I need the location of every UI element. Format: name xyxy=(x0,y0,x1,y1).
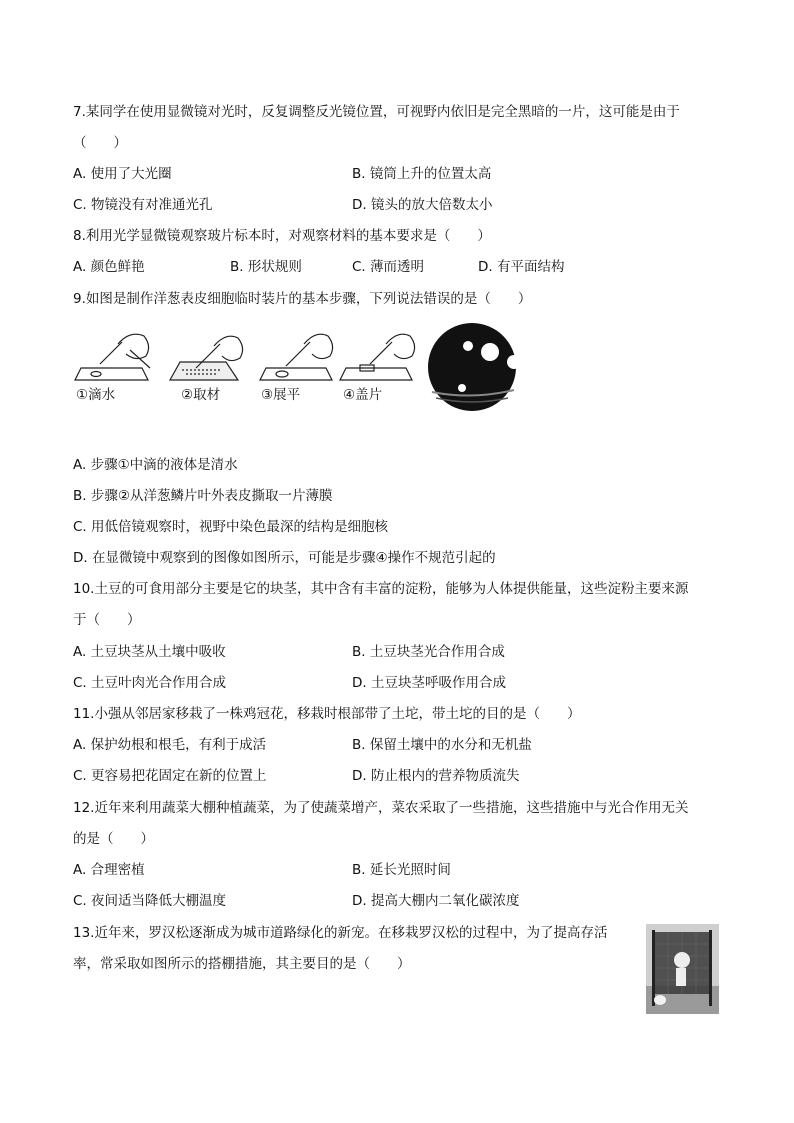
q11-option-c: C. 更容易把花固定在新的位置上 xyxy=(73,768,267,784)
q7-option-a: A. 使用了大光圈 xyxy=(73,166,172,182)
q8-option-c: C. 薄而透明 xyxy=(352,259,425,275)
q11-option-d: D. 防止根内的营养物质流失 xyxy=(352,768,520,784)
q8-option-a: A. 颜色鲜艳 xyxy=(73,259,145,275)
q7-option-d: D. 镜头的放大倍数太小 xyxy=(352,197,493,213)
q11-option-a: A. 保护幼根和根毛，有利于成活 xyxy=(73,737,267,753)
q10-option-d: D. 土豆块茎呼吸作用合成 xyxy=(352,675,506,691)
q8-stem: 8.利用光学显微镜观察玻片标本时，对观察材料的基本要求是（ ） xyxy=(73,228,491,244)
q10-stem-line2: 于（ ） xyxy=(73,612,141,628)
q13-stem-line2: 率，常采取如图所示的搭棚措施，其主要目的是（ ） xyxy=(73,956,411,972)
step2-taking-material-drawing xyxy=(170,336,243,380)
q12-option-a: A. 合理密植 xyxy=(73,862,145,878)
step1-dropping-water-drawing xyxy=(75,334,150,380)
q9-stem: 9.如图是制作洋葱表皮细胞临时装片的基本步骤，下列说法错误的是（ ） xyxy=(73,291,532,307)
q11-option-b: B. 保留土壤中的水分和无机盐 xyxy=(352,737,532,753)
q9-step-label-4: ④盖片 xyxy=(343,387,383,403)
q7-blank: （ ） xyxy=(73,135,127,151)
q9-step-label-1: ①滴水 xyxy=(76,387,116,403)
q7-option-c: C. 物镜没有对准通光孔 xyxy=(73,197,213,213)
step3-spreading-drawing xyxy=(260,334,333,380)
q7-option-b: B. 镜筒上升的位置太高 xyxy=(352,166,492,182)
q7-stem: 7.某同学在使用显微镜对光时，反复调整反光镜位置，可视野内依旧是完全黑暗的一片，这可能是由于 xyxy=(73,104,680,120)
q12-option-d: D. 提高大棚内二氧化碳浓度 xyxy=(352,893,520,909)
tree-shade-photo xyxy=(646,924,719,1014)
step4-covering-drawing xyxy=(340,334,415,380)
q9-option-c: C. 用低倍镜观察时，视野中染色最深的结构是细胞核 xyxy=(73,519,389,535)
q12-option-c: C. 夜间适当降低大棚温度 xyxy=(73,893,227,909)
q10-option-a: A. 土豆块茎从土壤中吸收 xyxy=(73,644,226,660)
q12-option-b: B. 延长光照时间 xyxy=(352,862,451,878)
q10-option-b: B. 土豆块茎光合作用合成 xyxy=(352,644,505,660)
q9-option-d: D. 在显微镜中观察到的图像如图所示，可能是步骤④操作不规范引起的 xyxy=(73,550,496,566)
q8-option-d: D. 有平面结构 xyxy=(478,259,565,275)
q13-stem-line1: 13.近年来，罗汉松逐渐成为城市道路绿化的新宠。在移栽罗汉松的过程中，为了提高存活 xyxy=(73,925,608,941)
q12-stem-line2: 的是（ ） xyxy=(73,831,154,847)
q11-stem: 11.小强从邻居家移栽了一株鸡冠花，移栽时根部带了土坨，带土坨的目的是（ ） xyxy=(73,706,581,722)
q9-step-label-2: ②取材 xyxy=(181,387,221,403)
q8-option-b: B. 形状规则 xyxy=(230,259,302,275)
q9-option-a: A. 步骤①中滴的液体是清水 xyxy=(73,457,238,473)
q12-stem-line1: 12.近年来利用蔬菜大棚种植蔬菜，为了使蔬菜增产，菜农采取了一些措施，这些措施中与光合作用无关 xyxy=(73,800,689,816)
q10-stem-line1: 10.土豆的可食用部分主要是它的块茎，其中含有丰富的淀粉，能够为人体提供能量，这些淀粉主要来源 xyxy=(73,581,689,597)
microscope-view-image xyxy=(428,323,521,411)
q9-step-label-3: ③展平 xyxy=(261,387,301,403)
q10-option-c: C. 土豆叶肉光合作用合成 xyxy=(73,675,227,691)
q9-option-b: B. 步骤②从洋葱鳞片叶外表皮撕取一片薄膜 xyxy=(73,488,333,504)
